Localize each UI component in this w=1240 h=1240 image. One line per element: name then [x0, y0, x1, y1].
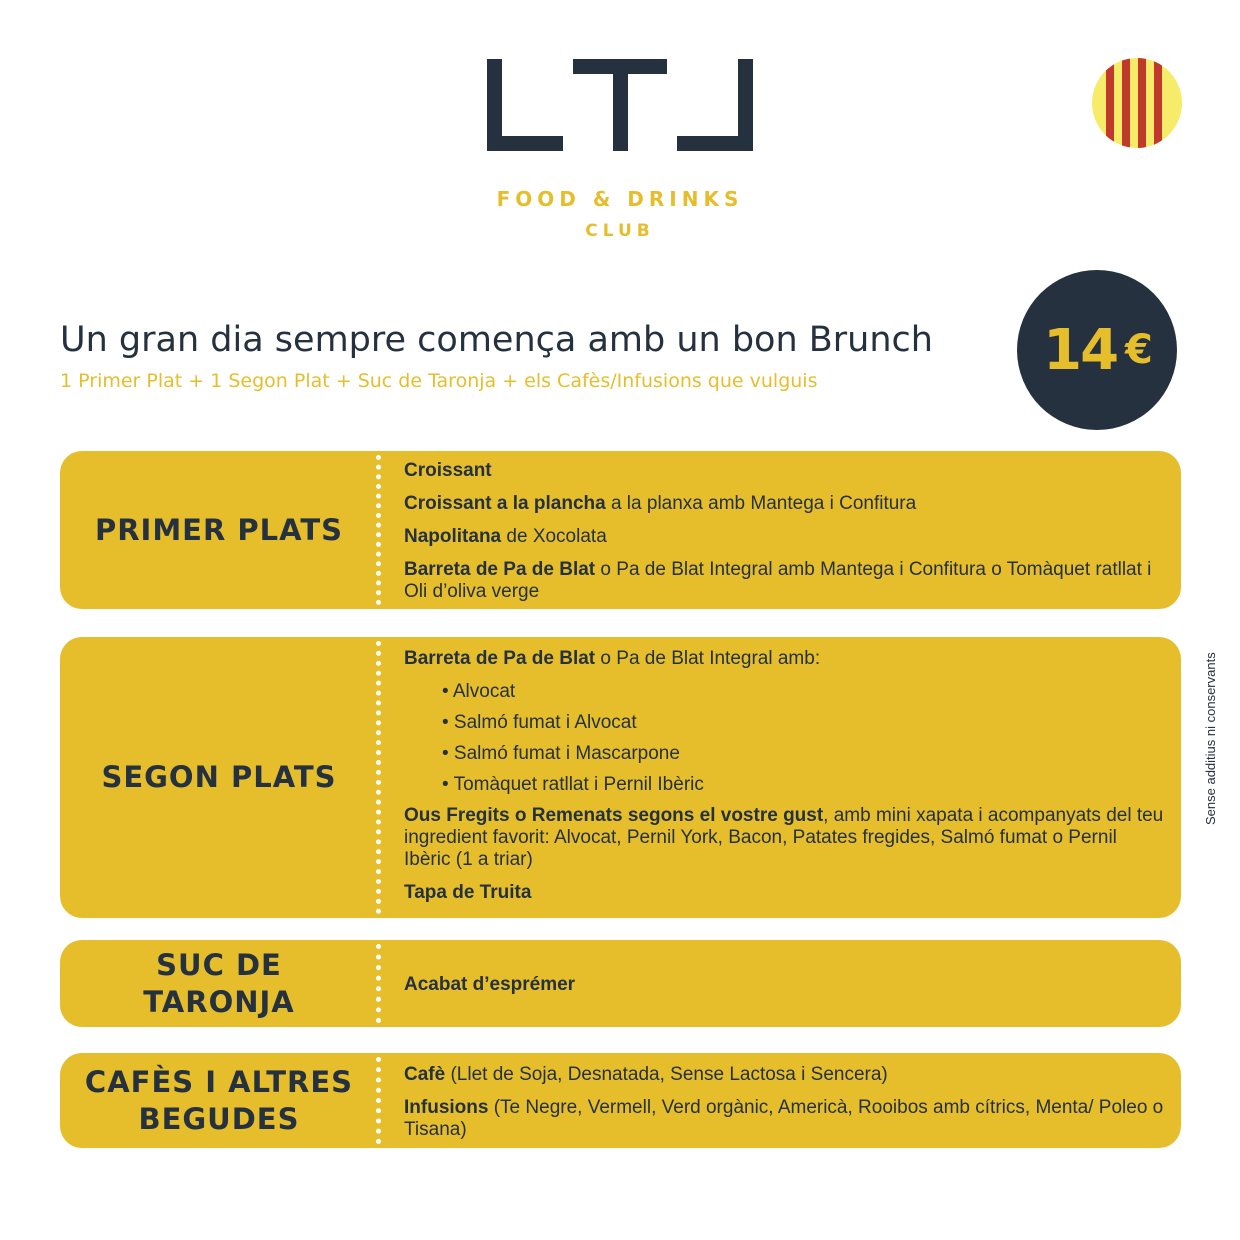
list-item: Croissant a la plancha a la planxa amb Mantega i Confitura	[404, 493, 917, 514]
catalan-flag-icon[interactable]	[1092, 58, 1182, 148]
list-item: Croissant	[404, 460, 492, 481]
logo-tagline-1: FOOD & DRINKS	[496, 187, 744, 211]
logo-tagline-2: CLUB	[585, 221, 655, 241]
side-note: Sense additius ni conservants	[1203, 652, 1218, 825]
list-item: Napolitana de Xocolata	[404, 526, 607, 547]
list-item: Ous Fregits o Remenats segons el vostre gust, amb mini xapata i acompanyats del teu ingredient favorit: Alvocat, Pernil York, Bacon, Patates fregides, Salmó fumat o Pernil Ibèric (1 a triar)	[404, 805, 1164, 870]
list-subitem: • Salmó fumat i Mascarpone	[442, 743, 680, 764]
price-amount: 14	[1043, 317, 1118, 383]
dotted-divider	[376, 455, 381, 605]
list-subitem: • Alvocat	[442, 681, 516, 702]
section-primer-plats	[60, 451, 1181, 609]
section-label: SEGON PLATS	[101, 760, 337, 794]
list-item: Cafè (Llet de Soja, Desnatada, Sense Lactosa i Sencera)	[404, 1064, 888, 1085]
price-currency: €	[1125, 327, 1151, 373]
section-label: SUC DE TARONJA	[143, 947, 295, 1019]
section-suc-de-taronja	[60, 940, 1181, 1027]
section-cafes	[60, 1053, 1181, 1148]
section-label: PRIMER PLATS	[94, 512, 344, 547]
list-item: Acabat d’esprémer	[404, 974, 576, 995]
list-subitem: • Salmó fumat i Alvocat	[442, 712, 637, 733]
dotted-divider	[376, 1057, 381, 1144]
dotted-divider	[376, 944, 381, 1023]
dotted-divider	[376, 641, 381, 914]
list-item: Tapa de Truita	[404, 882, 532, 903]
section-segon-plats	[60, 637, 1181, 918]
menu-subtitle: 1 Primer Plat + 1 Segon Plat + Suc de Taronja + els Cafès/Infusions que vulguis	[60, 370, 818, 392]
page-title: Un gran dia sempre comença amb un bon Brunch	[60, 320, 933, 360]
ltl-logo-mark	[487, 55, 753, 151]
section-label: CAFÈS I ALTRES BEGUDES	[84, 1064, 354, 1136]
price-badge	[1017, 270, 1177, 430]
list-subitem: • Tomàquet ratllat i Pernil Ibèric	[442, 774, 704, 795]
list-item: Barreta de Pa de Blat o Pa de Blat Integral amb:	[404, 648, 821, 669]
list-item: Infusions (Te Negre, Vermell, Verd orgànic, Americà, Rooibos amb cítrics, Menta/ Poleo o Tisana)	[404, 1097, 1164, 1140]
brand-logo	[470, 55, 770, 245]
list-item: Barreta de Pa de Blat o Pa de Blat Integral amb Mantega i Confitura o Tomàquet ratllat i Oli d’oliva verge	[404, 559, 1152, 602]
